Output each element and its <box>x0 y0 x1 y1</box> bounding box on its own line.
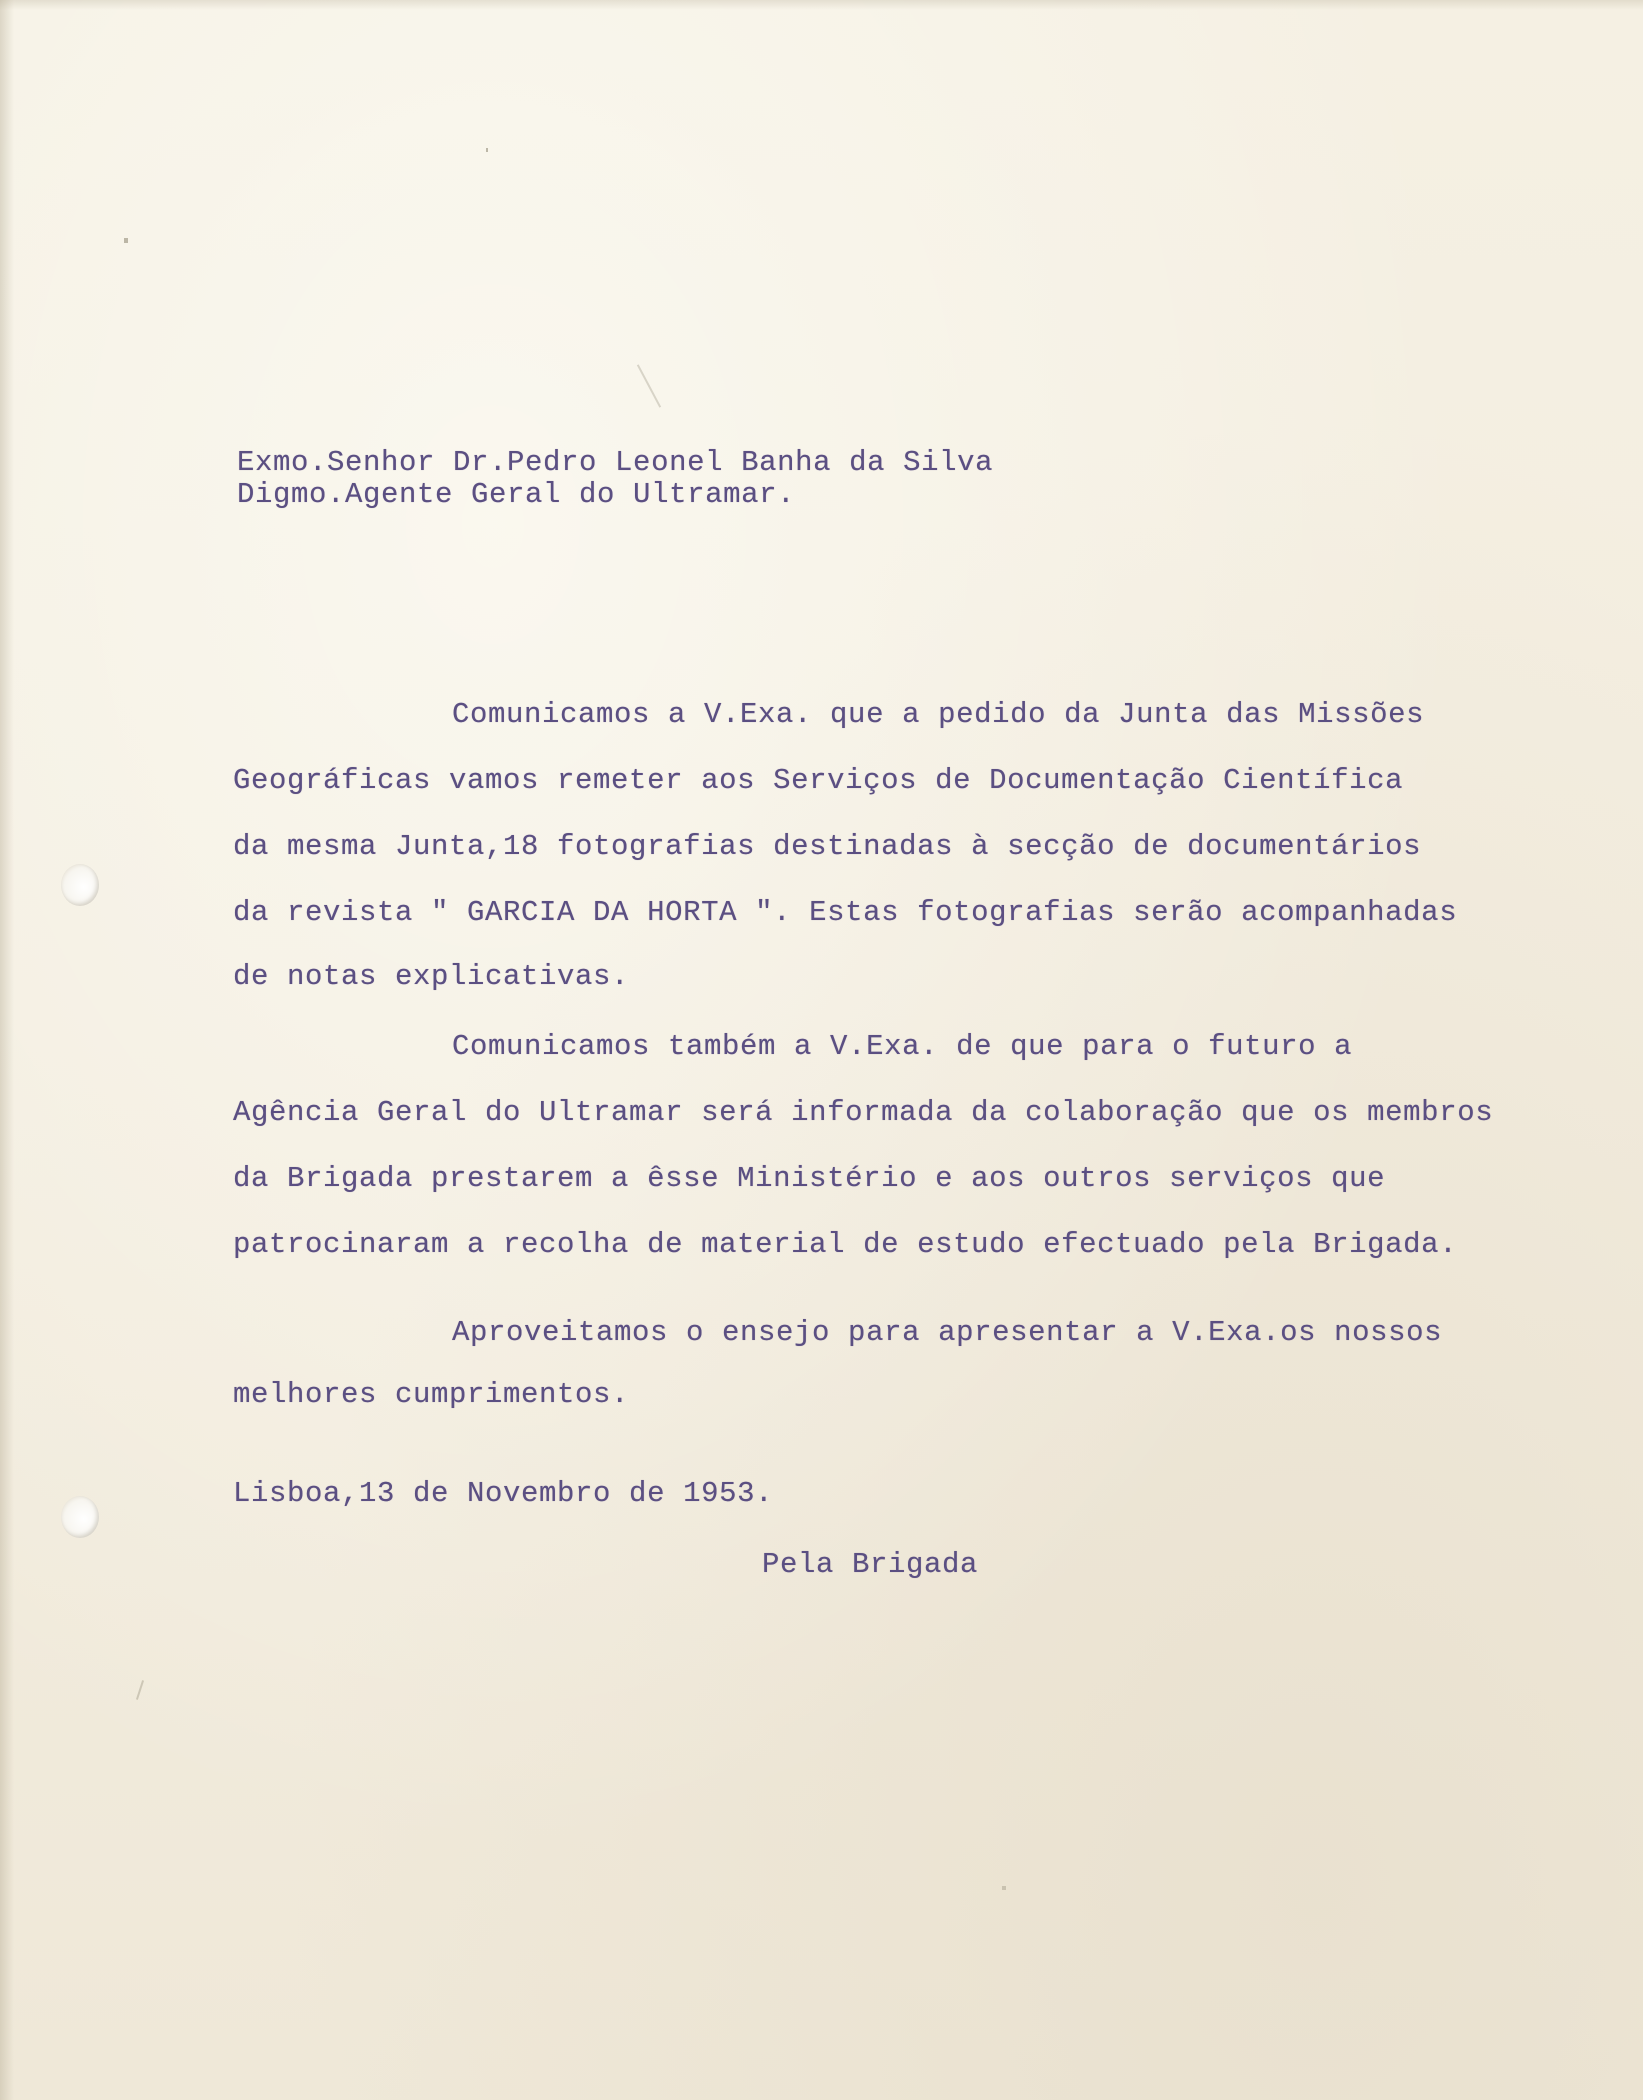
punch-hole-lower <box>61 1496 99 1538</box>
paragraph-1-line: Comunicamos a V.Exa. que a pedido da Junta das Missões <box>452 698 1425 731</box>
paragraph-2-line: patrocinaram a recolha de material de estudo efectuado pela Brigada. <box>233 1228 1458 1261</box>
paper-top-shadow <box>0 0 1643 10</box>
paragraph-3-line: melhores cumprimentos. <box>233 1378 630 1411</box>
paragraph-1-line: de notas explicativas. <box>233 960 630 993</box>
paper-speck <box>124 238 128 243</box>
paragraph-1-line: da revista " GARCIA DA HORTA ". Estas fotografias serão acompanhadas <box>233 896 1458 929</box>
date-line: Lisboa,13 de Novembro de 1953. <box>233 1477 774 1510</box>
paragraph-3-line: Aproveitamos o ensejo para apresentar a V.Exa.os nossos <box>452 1316 1443 1349</box>
paragraph-2-line: Comunicamos também a V.Exa. de que para o futuro a <box>452 1030 1353 1063</box>
punch-hole-upper <box>61 864 99 906</box>
paragraph-2-line: da Brigada prestarem a êsse Ministério e aos outros serviços que <box>233 1162 1386 1195</box>
paper-edge-shadow <box>0 0 14 2100</box>
paragraph-2-line: Agência Geral do Ultramar será informada da colaboração que os membros <box>233 1096 1494 1129</box>
paragraph-1-line: Geográficas vamos remeter aos Serviços de Documentação Científica <box>233 764 1404 797</box>
paper-speck <box>1002 1886 1006 1890</box>
recipient-line-2: Digmo.Agente Geral do Ultramar. <box>237 478 796 511</box>
paper-speck <box>486 148 488 152</box>
paper-scratch <box>136 1680 144 1700</box>
recipient-line-1: Exmo.Senhor Dr.Pedro Leonel Banha da Silva <box>237 446 994 479</box>
signature-line: Pela Brigada <box>762 1548 979 1581</box>
paper-scratch <box>637 364 661 407</box>
paragraph-1-line: da mesma Junta,18 fotografias destinadas à secção de documentários <box>233 830 1422 863</box>
